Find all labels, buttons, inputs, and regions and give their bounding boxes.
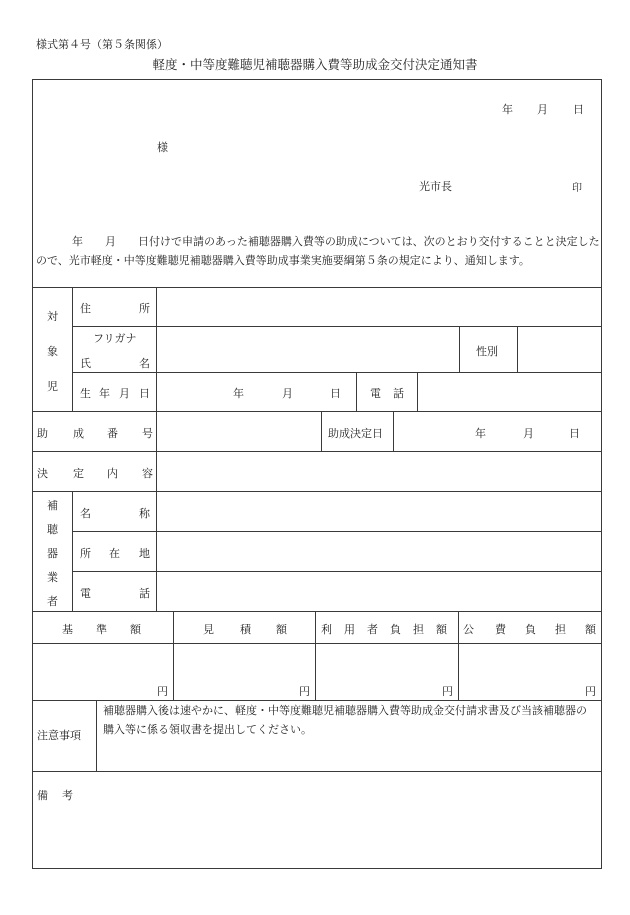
phone-label: 電 xyxy=(370,387,381,400)
subject-section-char: 児 xyxy=(47,380,58,393)
grant-number-label: 号 xyxy=(142,427,153,440)
grant-date-label: 助成決定日 xyxy=(328,427,383,440)
vendor-phone-label: 電 xyxy=(80,587,91,600)
vendor-name-label: 称 xyxy=(139,507,150,520)
grant-date-day-unit: 日 xyxy=(569,427,580,440)
column-divider xyxy=(156,287,157,611)
decision-label: 決 xyxy=(37,467,48,480)
column-divider xyxy=(417,372,418,411)
row-divider xyxy=(32,451,602,452)
vendor-section-char: 聴 xyxy=(47,523,58,536)
vendor-section-char: 補 xyxy=(47,499,58,512)
birth-label: 日 xyxy=(139,387,150,400)
vendor-phone-label: 話 xyxy=(139,587,150,600)
column-divider xyxy=(321,411,322,451)
column-divider xyxy=(173,611,174,700)
column-divider xyxy=(315,611,316,700)
document-title: 軽度・中等度難聴児補聴器購入費等助成金交付決定通知書 xyxy=(152,57,478,72)
remarks-label: 備 xyxy=(37,789,48,802)
amount-header-standard: 基 xyxy=(62,623,73,636)
frame-right-border xyxy=(601,79,602,869)
row-divider xyxy=(32,771,602,772)
notice-label: 注意事項 xyxy=(37,729,81,742)
notice-text: 補聴器購入後は速やかに、軽度・中等度難聴児補聴器購入費等助成金交付請求書及び当該補聴器の購入等に係る領収書を提出してください。 xyxy=(103,704,587,736)
column-divider xyxy=(96,700,97,771)
address-label: 所 xyxy=(139,302,150,315)
vendor-location-label: 地 xyxy=(139,547,150,560)
amount-header-public-burden: 費 xyxy=(495,623,506,636)
frame-top-border xyxy=(32,79,602,80)
amount-header-standard: 準 xyxy=(96,623,107,636)
date-year-label: 年 xyxy=(502,103,513,116)
row-divider xyxy=(72,326,602,327)
column-divider xyxy=(72,287,73,411)
amount-header-estimate: 見 xyxy=(203,623,214,636)
decision-label: 容 xyxy=(142,467,153,480)
row-divider xyxy=(72,531,602,532)
grant-number-label: 助 xyxy=(37,427,48,440)
amount-header-user-burden: 負 xyxy=(390,623,401,636)
notice-body-text: 年 月 日付けで申請のあった補聴器購入費等の助成については、次のとおり交付することと決定したので、光市軽度・中等度難聴児補聴器購入費等助成事業実施要綱第５条の規定により、通知します。 xyxy=(36,235,600,267)
amount-header-user-burden: 利 xyxy=(321,623,332,636)
row-divider xyxy=(32,491,602,492)
yen-unit: 円 xyxy=(585,685,596,698)
name-label: 氏 xyxy=(80,357,91,370)
address-label: 住 xyxy=(80,302,91,315)
name-label: 名 xyxy=(139,357,150,370)
birth-day-unit: 日 xyxy=(330,387,341,400)
row-divider xyxy=(72,571,602,572)
amount-header-user-burden: 額 xyxy=(436,623,447,636)
subject-section-char: 対 xyxy=(47,310,58,323)
row-divider xyxy=(32,643,602,644)
grant-number-label: 番 xyxy=(107,427,118,440)
birth-label: 生 xyxy=(80,387,91,400)
date-day-label: 日 xyxy=(573,103,584,116)
amount-header-estimate: 額 xyxy=(276,623,287,636)
column-divider xyxy=(517,326,518,372)
vendor-section-char: 器 xyxy=(47,547,58,560)
vendor-location-label: 所 xyxy=(80,547,91,560)
date-month-label: 月 xyxy=(537,103,548,116)
row-divider xyxy=(32,287,602,288)
gender-label: 性別 xyxy=(476,345,498,358)
column-divider xyxy=(356,372,357,411)
column-divider xyxy=(72,491,73,611)
birth-label: 年 xyxy=(99,387,110,400)
amount-header-public-burden: 担 xyxy=(555,623,566,636)
furigana-label: フリガナ xyxy=(93,332,137,345)
frame-left-border xyxy=(32,79,33,869)
yen-unit: 円 xyxy=(299,685,310,698)
yen-unit: 円 xyxy=(157,685,168,698)
row-divider xyxy=(32,611,602,612)
vendor-section-char: 業 xyxy=(47,571,58,584)
vendor-name-label: 名 xyxy=(80,507,91,520)
amount-header-user-burden: 用 xyxy=(344,623,355,636)
frame-bottom-border xyxy=(32,868,602,869)
column-divider xyxy=(459,326,460,372)
subject-section-char: 象 xyxy=(47,345,58,358)
amount-header-public-burden: 公 xyxy=(463,623,474,636)
column-divider xyxy=(458,611,459,700)
addressee-suffix: 様 xyxy=(157,141,168,154)
amount-header-public-burden: 負 xyxy=(525,623,536,636)
decision-label: 定 xyxy=(73,467,84,480)
remarks-label: 考 xyxy=(62,789,73,802)
grant-number-label: 成 xyxy=(73,427,84,440)
amount-header-user-burden: 担 xyxy=(413,623,424,636)
birth-label: 月 xyxy=(119,387,130,400)
amount-header-estimate: 積 xyxy=(240,623,251,636)
birth-month-unit: 月 xyxy=(282,387,293,400)
amount-header-user-burden: 者 xyxy=(367,623,378,636)
row-divider xyxy=(72,372,602,373)
yen-unit: 円 xyxy=(442,685,453,698)
decision-label: 内 xyxy=(107,467,118,480)
column-divider xyxy=(393,411,394,451)
row-divider xyxy=(32,411,602,412)
phone-label: 話 xyxy=(393,387,404,400)
seal-mark: 印 xyxy=(572,183,582,194)
form-number: 様式第４号（第５条関係） xyxy=(36,38,168,51)
issuer-name: 光市長 xyxy=(419,180,452,193)
grant-date-month-unit: 月 xyxy=(523,427,534,440)
birth-year-unit: 年 xyxy=(233,387,244,400)
amount-header-standard: 額 xyxy=(130,623,141,636)
amount-header-public-burden: 額 xyxy=(585,623,596,636)
grant-date-year-unit: 年 xyxy=(475,427,486,440)
vendor-location-label: 在 xyxy=(109,547,120,560)
vendor-section-char: 者 xyxy=(47,595,58,608)
